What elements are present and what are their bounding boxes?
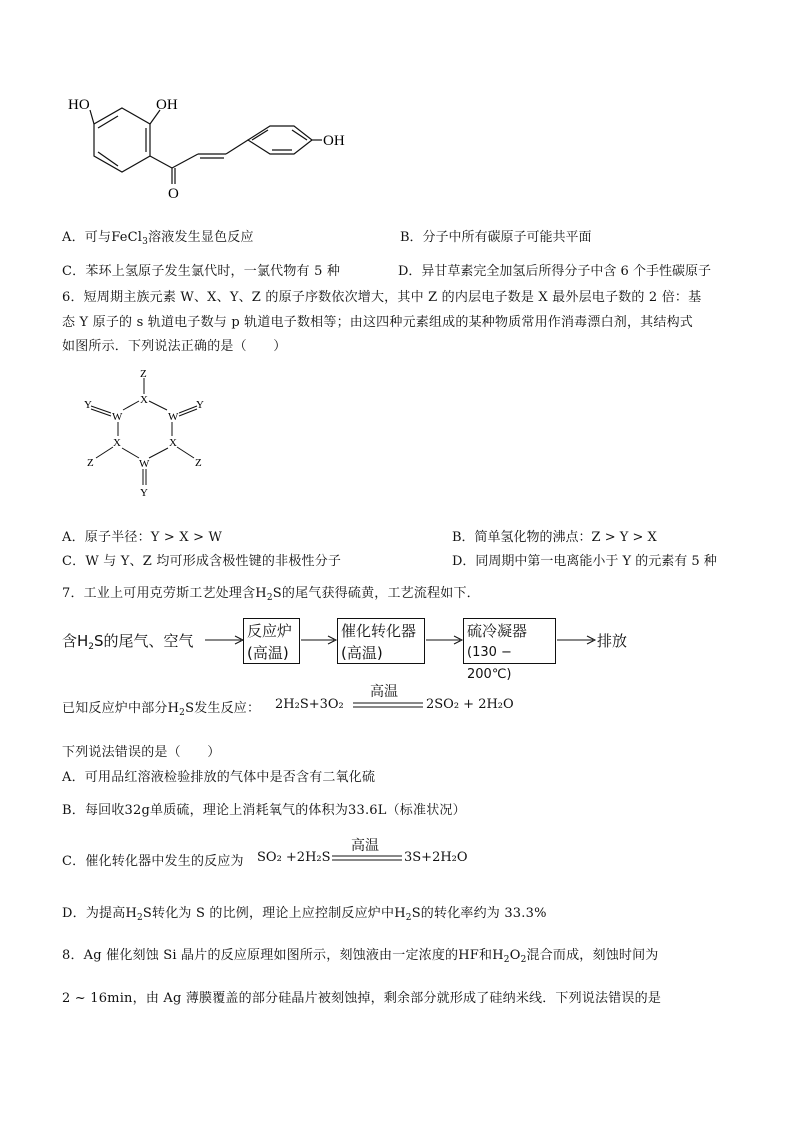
ring-y-left: Y (84, 399, 92, 411)
q6-stem-line3: 如图所示．下列说法正确的是（ ） (62, 339, 287, 354)
flow-box-condenser-line1: 硫冷凝器 (467, 622, 528, 640)
isoliquiritigenin-structure (60, 88, 350, 203)
q5-option-c: C．苯环上氢原子发生氯代时，一氯代物有 5 种 (62, 264, 341, 279)
q7-stem: 7．工业上可用克劳斯工艺处理含$H_2S$的尾气获得硫黄，工艺流程如下． (62, 586, 480, 603)
eq2-condition: 高温 (351, 838, 379, 854)
flow-arrow-3 (426, 634, 464, 646)
eq1-right: 2SO₂ + 2H₂O (426, 697, 514, 712)
eq2-left: SO₂ +2H₂S (257, 850, 331, 865)
q6-option-c: C．W 与 Y、Z 均可形成含极性键的非极性分子 (62, 554, 342, 569)
ring-w-bottom: W (139, 458, 150, 470)
eq1-double-line (353, 701, 423, 709)
flow-box-condenser-line2: (130 − 200℃) (467, 645, 512, 682)
q7-option-c: C．催化转化器中发生的反应为 (62, 854, 244, 869)
flow-box-converter-line1: 催化转化器 (341, 622, 417, 640)
flow-box-reactor-line1: 反应炉 (247, 622, 293, 640)
q7-known-prefix: 已知反应炉中部分$H_2S$发生反应： (62, 701, 261, 718)
ring-x-right: X (169, 437, 177, 449)
flow-output-label: 排放 (597, 632, 628, 650)
q8-stem-line2: 2 ~ 16min，由 Ag 薄膜覆盖的部分硅晶片被刻蚀掉，剩余部分就形成了硅纳米线．下列说法错误的是 (62, 991, 662, 1006)
flow-arrow-1 (205, 634, 245, 646)
ring-w-right: W (168, 411, 179, 423)
flow-box-condenser (463, 618, 556, 682)
ring-z-left: Z (87, 457, 94, 469)
q5-option-b: B．分子中所有碳原子可能共平面 (400, 230, 592, 245)
ring-w-left: W (112, 411, 123, 423)
carbonyl-o-label: O (168, 186, 179, 202)
eq1-left: 2H₂S+3O₂ (275, 697, 344, 712)
q6-option-a: A．原子半径：Y > X > W (62, 530, 223, 545)
q6-stem-line2: 态 Y 原子的 s 轨道电子数与 p 轨道电子数相等；由这四种元素组成的某种物质常用作消毒漂白剂，其结构式 (62, 315, 693, 330)
eq2-right: 3S+2H₂O (404, 850, 468, 865)
oh-label-2: OH (156, 97, 178, 113)
flow-input-label: 含$H_2S$的尾气、空气 (62, 632, 194, 652)
ring-x-left: X (113, 437, 121, 449)
ring-y-bottom: Y (140, 487, 148, 499)
ring-svg (82, 368, 212, 503)
flow-box-reactor (243, 618, 300, 664)
q7-ask: 下列说法错误的是（ ） (62, 745, 221, 760)
ring-x-top: X (140, 394, 148, 406)
flow-arrow-2 (301, 634, 338, 646)
flow-arrow-4 (557, 634, 597, 646)
q8-stem-line1: 8．Ag 催化刻蚀 Si 晶片的反应原理如图所示，刻蚀液由一定浓度的HF和$H_2O_2$混合而成，刻蚀时间为 (62, 948, 659, 965)
oh-label-3: OH (323, 133, 345, 149)
q6-option-b: B．简单氢化物的沸点：Z > Y > X (452, 530, 657, 545)
flow-box-converter-line2: (高温) (341, 644, 383, 662)
q7-option-b: B．每回收32g单质硫，理论上消耗氧气的体积为33.6L（标准状况） (62, 803, 466, 818)
q6-option-d: D．同周期中第一电离能小于 Y 的元素有 5 种 (452, 554, 717, 569)
q7-option-a: A．可用品红溶液检验排放的气体中是否含有二氧化硫 (62, 770, 376, 785)
flow-box-reactor-line2: (高温) (247, 644, 289, 662)
left-benzene-ring (94, 108, 150, 172)
q5-option-a: A．可与FeCl$_3$溶液发生显色反应 (62, 230, 254, 247)
eq2-double-line (332, 854, 402, 862)
molecule-svg (60, 88, 350, 203)
ring-z-right: Z (195, 457, 202, 469)
q6-stem-line1: 6．短周期主族元素 W、X、Y、Z 的原子序数依次增大，其中 Z 的内层电子数是 X 最外层电子数的 2 倍：基 (62, 290, 702, 305)
q7-option-d: D．为提高$H_2S$转化为 S 的比例，理论上应控制反应炉中$H_2S$的转化率约为 33.3% (62, 906, 547, 923)
ho-label-1: HO (68, 97, 90, 113)
ring-z-top: Z (140, 368, 147, 380)
flow-box-converter (337, 618, 425, 664)
q6-ring-structure (82, 368, 212, 503)
q5-option-d: D．异甘草素完全加氢后所得分子中含 6 个手性碳原子 (398, 264, 711, 279)
eq1-condition: 高温 (370, 684, 398, 700)
ring-y-right: Y (196, 399, 204, 411)
